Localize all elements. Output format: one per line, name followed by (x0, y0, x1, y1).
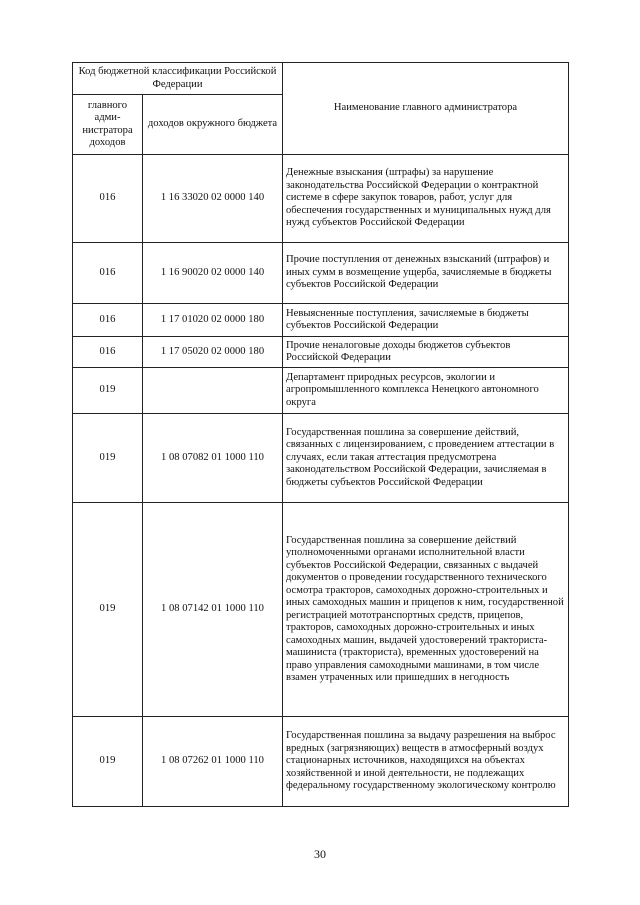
table-row (73, 155, 569, 243)
admin-code-cell: 016 (73, 243, 143, 304)
admin-name-cell: Государственная пошлина за совершение действий уполномоченными органами исполнительной власти субъектов Российской Федерации, связанных с выдачей документов о проведении государственного технического осмотра тракторов, самоходных дорожно-строительных и иных самоходных машин и прицепов к ним, государственной регистрацией мототранспортных средств, прицепов, тракторов, самоходных дорожно-строительных и иных самоходных машин, выдачей удостоверений тракториста-машиниста (тракториста), временных удостоверений на право управления самоходными машинами, в том числе взамен утраченных или пришедших в негодность (283, 503, 569, 717)
header-admin-name: Наименование главного администратора (283, 63, 569, 155)
admin-code-cell: 019 (73, 503, 143, 717)
income-code-cell: 1 17 01020 02 0000 180 (143, 304, 283, 337)
admin-code-cell: 016 (73, 155, 143, 243)
department-name-cell: Департамент природных ресурсов, экологии и агропромышленного комплекса Ненецкого автономного округа (283, 368, 569, 414)
page-number: 30 (314, 847, 326, 861)
admin-name-cell: Невыясненные поступления, зачисляемые в бюджеты субъектов Российской Федерации (283, 304, 569, 337)
admin-code-cell: 016 (73, 337, 143, 368)
income-code-cell: 1 08 07142 01 1000 110 (143, 503, 283, 717)
table-row-department (73, 368, 569, 414)
income-code-cell: 1 17 05020 02 0000 180 (143, 337, 283, 368)
income-code-cell: 1 16 90020 02 0000 140 (143, 243, 283, 304)
table-row (73, 304, 569, 337)
admin-name-cell: Прочие поступления от денежных взысканий (штрафов) и иных сумм в возмещение ущерба, зачисляемые в бюджеты субъектов Российской Федерации (283, 243, 569, 304)
admin-code-cell: 016 (73, 304, 143, 337)
header-code-group: Код бюджетной классификации Российской Федерации (73, 63, 283, 95)
budget-classification-table (72, 62, 569, 807)
header-admin-code: главного адми-нистратора доходов (73, 95, 143, 155)
admin-name-cell: Государственная пошлина за выдачу разрешения на выброс вредных (загрязняющих) веществ в атмосферный воздух стационарных источников, находящихся на объектах хозяйственной и иной деятельности, не подлежащих федеральному государственному экологическому контролю (283, 717, 569, 807)
income-code-cell: 1 16 33020 02 0000 140 (143, 155, 283, 243)
income-code-cell: 1 08 07082 01 1000 110 (143, 414, 283, 503)
table-row (73, 337, 569, 368)
admin-code-cell: 019 (73, 414, 143, 503)
admin-name-cell: Денежные взыскания (штрафы) за нарушение законодательства Российской Федерации о контрактной системе в сфере закупок товаров, работ, услуг для обеспечения государственных и муниципальных нужд для нужд субъектов Российской Федерации (283, 155, 569, 243)
admin-code-cell: 019 (73, 368, 143, 414)
income-code-cell: 1 08 07262 01 1000 110 (143, 717, 283, 807)
admin-name-cell: Прочие неналоговые доходы бюджетов субъектов Российской Федерации (283, 337, 569, 368)
admin-name-cell: Государственная пошлина за совершение действий, связанных с лицензированием, с проведением аттестации в случаях, если такая аттестация предусмотрена законодательством Российской Федерации, зачисляемая в бюджеты субъектов Российской Федерации (283, 414, 569, 503)
income-code-cell (143, 368, 283, 414)
admin-code-cell: 019 (73, 717, 143, 807)
table-row (73, 414, 569, 503)
header-income-code: доходов окружного бюджета (143, 95, 283, 155)
table-row (73, 503, 569, 717)
table-row (73, 717, 569, 807)
table-row (73, 243, 569, 304)
